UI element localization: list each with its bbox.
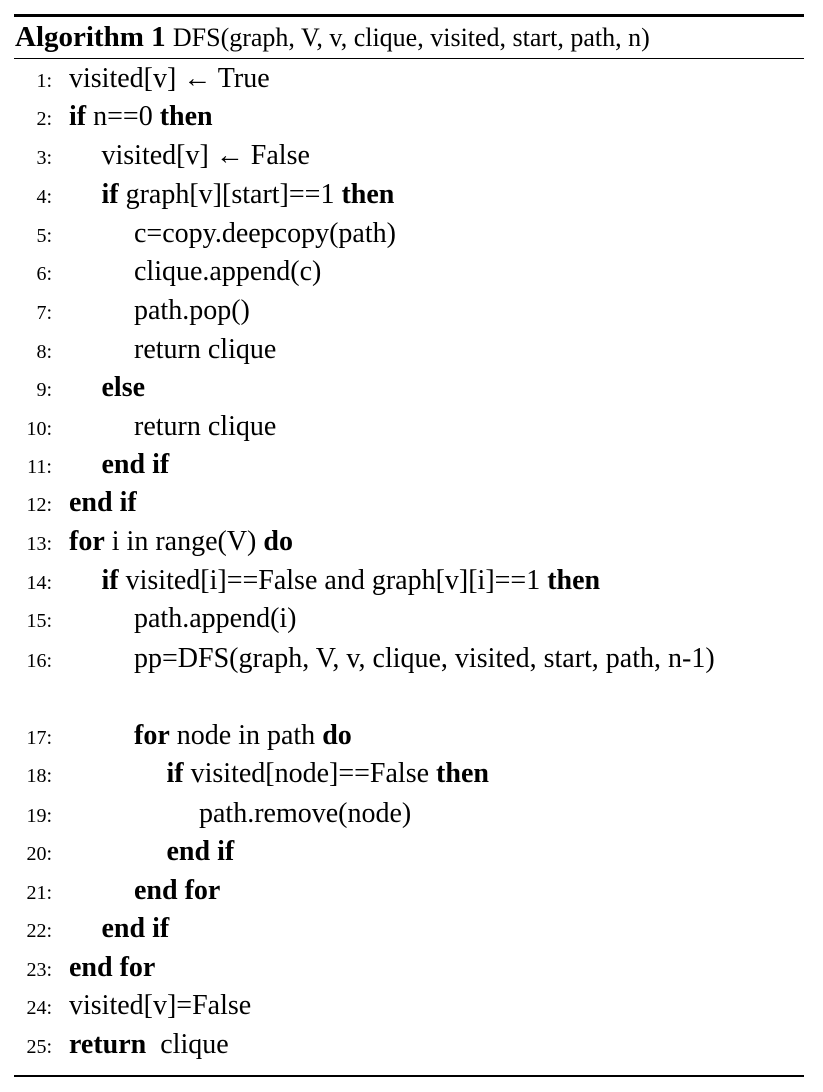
keyword: end for: [134, 875, 221, 906]
code-line: [0, 640, 823, 678]
code-text: [69, 987, 251, 1025]
code-text: [69, 523, 293, 561]
code-line: [0, 949, 823, 987]
code-text: [69, 949, 155, 987]
line-number: 13:: [26, 533, 52, 555]
code-text: [102, 369, 146, 407]
code-fragment: path.append(i): [134, 603, 297, 634]
keyword: else: [101, 372, 146, 403]
keyword: for: [134, 720, 170, 751]
code-fragment: visited[node]==False: [183, 758, 437, 789]
caption-rule: [14, 58, 804, 59]
line-number: 1:: [36, 70, 52, 92]
line-number: 20:: [26, 843, 52, 865]
code-text: [102, 176, 395, 214]
code-text: [199, 795, 411, 833]
bottom-rule: [14, 1075, 804, 1077]
keyword: then: [436, 758, 489, 789]
keyword: if: [69, 101, 87, 132]
algorithm-caption: [15, 18, 650, 57]
line-number: 15:: [26, 610, 52, 632]
code-fragment: visited[v] ← True: [69, 63, 270, 94]
line-number: 19:: [26, 805, 52, 827]
keyword: end for: [69, 952, 156, 983]
code-line: [0, 795, 823, 833]
code-text: [134, 408, 276, 446]
code-fragment: return clique: [134, 411, 277, 442]
code-line: [0, 60, 823, 98]
algorithm-signature: DFS(graph, V, v, clique, visited, start, path, n): [172, 23, 650, 52]
code-fragment: c=copy.deepcopy(path): [134, 218, 396, 249]
code-line: [0, 562, 823, 600]
code-line: [0, 446, 823, 484]
code-line: [0, 523, 823, 561]
code-text: [69, 1026, 229, 1064]
line-number: 11:: [27, 456, 52, 478]
keyword: do: [263, 526, 293, 557]
keyword: end if: [69, 487, 137, 518]
line-number: 8:: [36, 341, 52, 363]
code-text: [134, 331, 276, 369]
code-fragment: graph[v][start]==1: [118, 179, 342, 210]
keyword: if: [101, 179, 119, 210]
code-text: [102, 446, 170, 484]
code-line: [0, 1026, 823, 1064]
line-number: 17:: [26, 727, 52, 749]
code-line: [0, 369, 823, 407]
code-fragment: pp=DFS(graph, V, v, clique, visited, start, path, n-1): [134, 643, 715, 674]
code-text: [102, 562, 601, 600]
line-number: 10:: [26, 418, 52, 440]
code-text: [167, 755, 489, 793]
code-line: [0, 872, 823, 910]
code-line: [0, 253, 823, 291]
code-line: [0, 987, 823, 1025]
code-fragment: node in path: [169, 720, 323, 751]
line-number: 2:: [36, 108, 52, 130]
line-number: 21:: [26, 882, 52, 904]
line-number: 25:: [26, 1036, 52, 1058]
code-line: [0, 137, 823, 175]
code-text: [69, 484, 137, 522]
code-text: [134, 600, 297, 638]
line-number: 12:: [26, 494, 52, 516]
keyword: then: [159, 101, 213, 132]
keyword: end if: [166, 836, 235, 867]
code-text: [134, 253, 321, 291]
line-number: 22:: [26, 920, 52, 942]
code-text: [102, 137, 310, 175]
keyword: end if: [101, 913, 170, 944]
code-fragment: clique: [146, 1029, 229, 1060]
line-number: 6:: [36, 263, 52, 285]
line-number: 7:: [36, 302, 52, 324]
code-fragment: path.remove(node): [199, 798, 412, 829]
code-line: [0, 484, 823, 522]
code-line: [0, 717, 823, 755]
code-line: [0, 910, 823, 948]
code-line: [0, 292, 823, 330]
code-fragment: path.pop(): [134, 295, 250, 326]
code-text: [102, 910, 170, 948]
keyword: return: [69, 1029, 147, 1060]
line-number: 4:: [36, 186, 52, 208]
keyword: do: [322, 720, 352, 751]
code-text: [69, 98, 213, 136]
code-text: [134, 215, 396, 253]
code-line: [0, 833, 823, 871]
code-fragment: clique.append(c): [134, 256, 322, 287]
code-text: [134, 717, 352, 755]
keyword: then: [341, 179, 395, 210]
code-fragment: i in range(V): [104, 526, 264, 557]
top-rule: [14, 14, 804, 17]
code-fragment: visited[i]==False and graph[v][i]==1: [118, 565, 548, 596]
keyword: if: [166, 758, 184, 789]
line-number: 14:: [26, 572, 52, 594]
code-fragment: return clique: [134, 334, 277, 365]
code-text: [134, 292, 250, 330]
code-line: [0, 755, 823, 793]
code-text: [134, 640, 715, 678]
code-fragment: visited[v]=False: [69, 990, 252, 1021]
line-number: 18:: [26, 765, 52, 787]
code-line: [0, 331, 823, 369]
code-text: [69, 60, 270, 98]
keyword: if: [101, 565, 119, 596]
keyword: then: [547, 565, 601, 596]
code-fragment: n==0: [86, 101, 160, 132]
algorithm-label: Algorithm 1: [15, 21, 166, 53]
code-line: [0, 215, 823, 253]
code-line: [0, 98, 823, 136]
line-number: 9:: [36, 379, 52, 401]
line-number: 3:: [36, 147, 52, 169]
keyword: end if: [101, 449, 170, 480]
line-number: 16:: [26, 650, 52, 672]
code-text: [167, 833, 235, 871]
code-line: [0, 408, 823, 446]
code-fragment: visited[v] ← False: [101, 140, 310, 171]
code-line: [0, 600, 823, 638]
line-number: 24:: [26, 997, 52, 1019]
code-text: [134, 872, 220, 910]
line-number: 23:: [26, 959, 52, 981]
keyword: for: [69, 526, 105, 557]
code-line: [0, 176, 823, 214]
line-number: 5:: [36, 225, 52, 247]
